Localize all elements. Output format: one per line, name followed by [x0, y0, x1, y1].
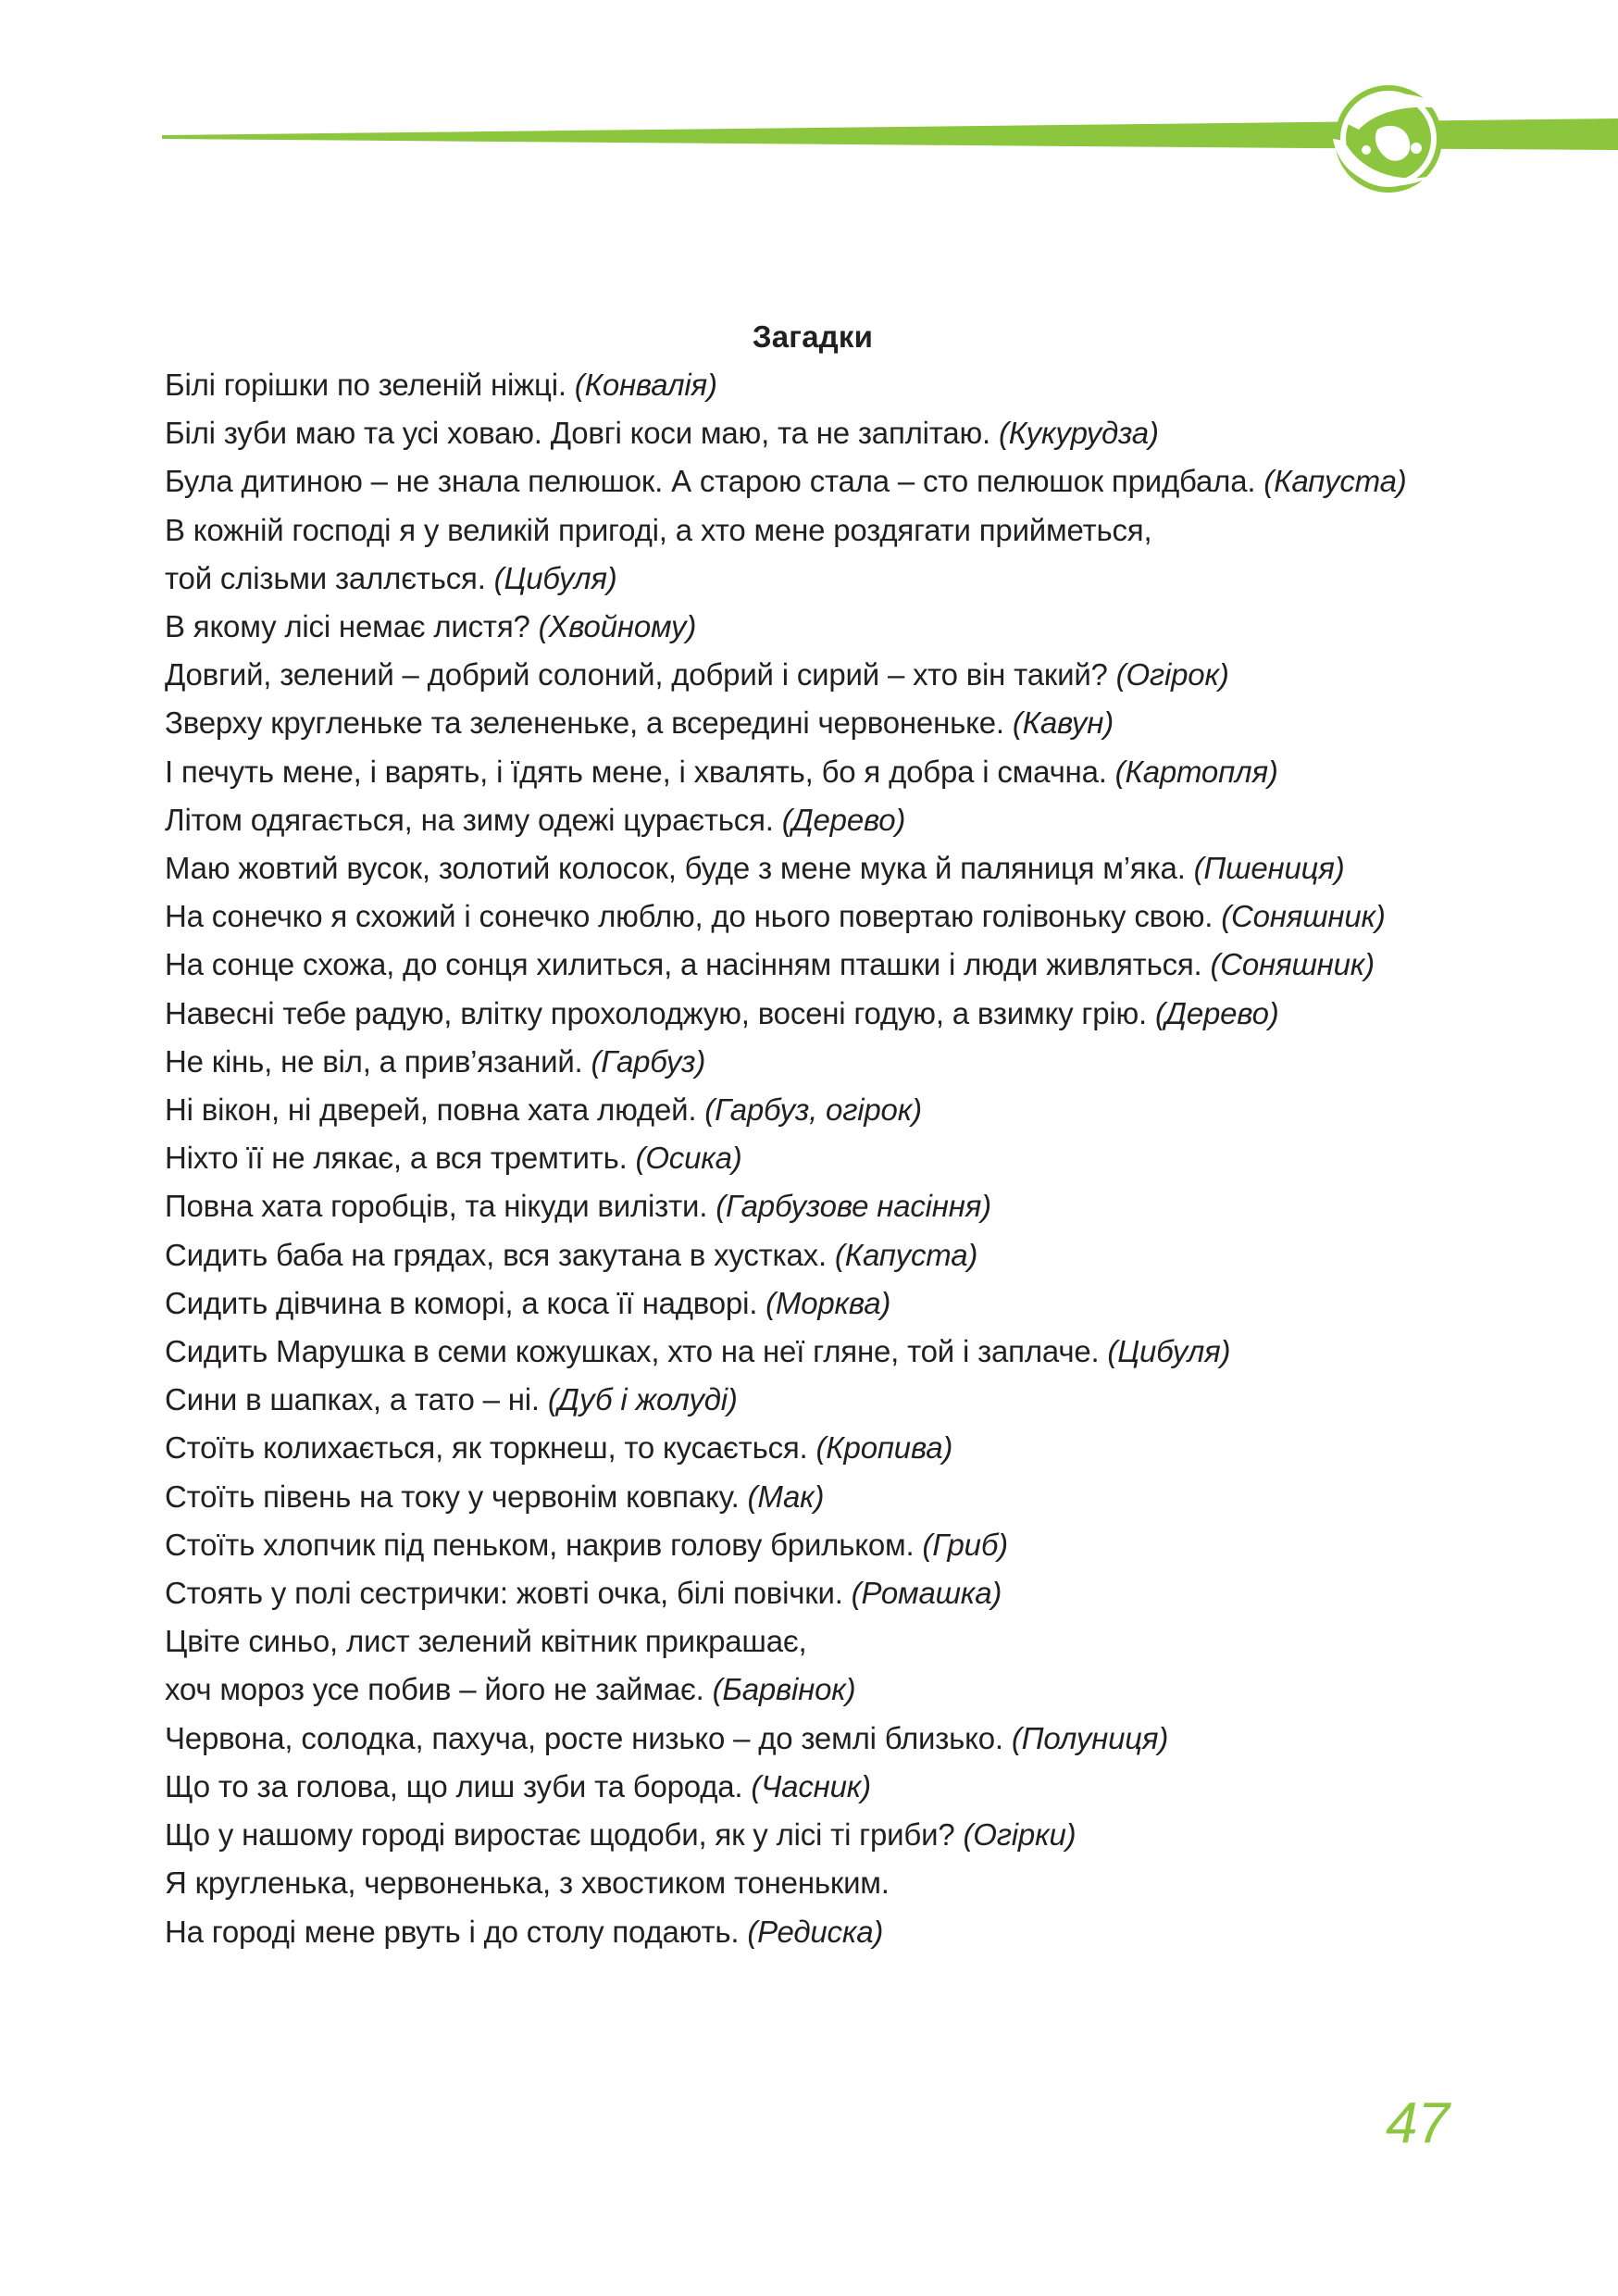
riddle-line	[165, 1617, 1479, 1666]
riddles-section	[165, 313, 1479, 1956]
riddle-answer: (Гарбуз, огірок)	[704, 1092, 922, 1128]
riddle-text: На сонце схожа, до сонця хилиться, а насінням пташки і люди живляться.	[165, 947, 1202, 982]
riddle-answer: (Полуниця)	[1011, 1720, 1169, 1755]
section-title: Загадки	[752, 319, 874, 354]
riddle-line	[165, 1763, 1479, 1811]
riddle-list	[165, 361, 1479, 1956]
riddle-answer: (Огірок)	[1115, 657, 1229, 693]
riddle-answer: (Ромашка)	[851, 1576, 1002, 1611]
riddle-line	[165, 1666, 1479, 1714]
page-number: 47	[1386, 2091, 1450, 2155]
riddle-line	[165, 990, 1479, 1038]
riddle-line	[165, 555, 1479, 603]
riddle-line	[165, 1328, 1479, 1376]
riddle-text: Червона, солодка, пахуча, росте низько – до землі близько.	[165, 1720, 1003, 1755]
riddle-line	[165, 748, 1479, 796]
riddle-line	[165, 603, 1479, 651]
riddle-line	[165, 1473, 1479, 1521]
riddle-line	[165, 1859, 1479, 1907]
riddle-line	[165, 506, 1479, 555]
header-decoration	[0, 0, 1618, 222]
riddle-line	[165, 361, 1479, 409]
riddle-text: Стоять у полі сестрички: жовті очка, білі повічки.	[165, 1576, 843, 1611]
riddle-line	[165, 1231, 1479, 1279]
riddle-answer: (Конвалія)	[574, 368, 717, 402]
riddle-answer: (Соняшник)	[1210, 947, 1375, 982]
riddle-answer: (Гриб)	[922, 1527, 1008, 1562]
riddle-text: Білі горішки по зеленій ніжці.	[165, 368, 566, 402]
riddle-text: Що то за голова, що лиш зуби та борода.	[165, 1768, 743, 1803]
riddle-answer: (Хвойному)	[538, 609, 697, 644]
riddle-text: хоч мороз усе побив – його не займає.	[165, 1672, 704, 1707]
riddle-text: Не кінь, не віл, а прив’язаний.	[165, 1043, 583, 1079]
riddle-line	[165, 892, 1479, 941]
riddle-text: Стоїть хлопчик під пеньком, накрив голову брильком.	[165, 1527, 915, 1562]
riddle-line	[165, 1182, 1479, 1230]
riddle-answer: (Капуста)	[1263, 464, 1407, 499]
riddle-text: Зверху кругленьке та зелененьке, а всередині червоненьке.	[165, 705, 1004, 741]
riddle-line	[165, 1134, 1479, 1182]
riddle-answer: (Картопля)	[1114, 754, 1278, 789]
riddle-text: Стоїть колихається, як торкнеш, то кусається.	[165, 1430, 808, 1466]
riddle-text: Довгий, зелений – добрий солоний, добрий і сирий – хто він такий?	[165, 657, 1108, 693]
riddle-answer: (Дерево)	[1155, 995, 1279, 1030]
riddle-line	[165, 1279, 1479, 1328]
riddle-answer: (Барвінок)	[712, 1672, 856, 1707]
riddle-answer: (Кавун)	[1012, 705, 1114, 741]
riddle-line	[165, 1521, 1479, 1569]
riddle-answer: (Редиска)	[747, 1914, 884, 1949]
riddle-text: На сонечко я схожий і сонечко люблю, до нього повертаю голівоньку свою.	[165, 899, 1214, 934]
riddle-text: Літом одягається, на зиму одежі цурається.	[165, 802, 774, 837]
riddle-line	[165, 409, 1479, 457]
riddle-text: Стоїть півень на току у червонім ковпаку.	[165, 1479, 740, 1514]
riddle-text: Цвіте синьо, лист зелений квітник прикрашає,	[165, 1624, 807, 1659]
riddle-text: Сидить Марушка в семи кожушках, хто на неї гляне, той і заплаче.	[165, 1334, 1100, 1369]
riddle-text: І печуть мене, і варять, і їдять мене, і хвалять, бо я добра і смачна.	[165, 754, 1107, 789]
riddle-line	[165, 1086, 1479, 1134]
riddle-answer: (Часник)	[751, 1768, 871, 1803]
riddle-line	[165, 1038, 1479, 1086]
riddle-text: Що у нашому городі виростає щодоби, як у лісі ті гриби?	[165, 1817, 955, 1853]
riddle-answer: (Кукурудза)	[998, 416, 1159, 451]
riddle-text: Повна хата горобців, та нікуди вилізти.	[165, 1189, 708, 1224]
riddle-answer: (Пшениця)	[1193, 851, 1345, 886]
riddle-text: Я кругленька, червоненька, з хвостиком тоненьким.	[165, 1866, 890, 1901]
riddle-answer: (Гарбуз)	[591, 1043, 706, 1079]
header-stripe	[162, 122, 1305, 148]
riddle-text: Білі зуби маю та усі ховаю. Довгі коси маю, та не заплітаю.	[165, 416, 991, 451]
riddle-line	[165, 1908, 1479, 1956]
riddle-line	[165, 844, 1479, 892]
riddle-line	[165, 457, 1479, 505]
riddle-line	[165, 1715, 1479, 1763]
riddle-answer: (Капуста)	[834, 1237, 978, 1272]
riddle-line	[165, 1376, 1479, 1424]
riddle-answer: (Осика)	[635, 1141, 742, 1176]
riddle-line	[165, 941, 1479, 989]
riddle-answer: (Кропива)	[815, 1430, 953, 1466]
riddle-answer: (Дуб і жолуді)	[547, 1382, 738, 1417]
riddle-text: В кожній господі я у великій пригоді, а хто мене роздягати прийметься,	[165, 512, 1152, 547]
leaf-globe-hands-icon	[1333, 85, 1442, 193]
riddle-text: Ніхто її не лякає, а вся тремтить.	[165, 1141, 628, 1176]
riddle-text: Була дитиною – не знала пелюшок. А старою стала – сто пелюшок придбала.	[165, 464, 1256, 499]
riddle-text: Сидить дівчина в коморі, а коса її надворі.	[165, 1285, 758, 1320]
riddle-answer: (Дерево)	[781, 802, 906, 837]
riddle-text: Ні вікон, ні дверей, повна хата людей.	[165, 1092, 697, 1128]
riddle-answer: (Цибуля)	[493, 560, 617, 595]
riddle-line	[165, 1811, 1479, 1859]
riddle-line	[165, 796, 1479, 844]
riddle-answer: (Огірки)	[963, 1817, 1077, 1853]
riddle-answer: (Гарбузове насіння)	[716, 1189, 991, 1224]
riddle-answer: (Соняшник)	[1221, 899, 1386, 934]
riddle-answer: (Морква)	[765, 1285, 891, 1320]
riddle-line	[165, 651, 1479, 699]
riddle-text: Сидить баба на грядах, вся закутана в хустках.	[165, 1237, 827, 1272]
riddle-answer: (Цибуля)	[1107, 1334, 1231, 1369]
riddle-text: На городі мене рвуть і до столу подають.	[165, 1914, 740, 1949]
riddle-text: Маю жовтий вусок, золотий колосок, буде з мене мука й паляниця м’яка.	[165, 851, 1186, 886]
riddle-text: Сини в шапках, а тато – ні.	[165, 1382, 540, 1417]
riddle-line	[165, 1569, 1479, 1617]
riddle-answer: (Мак)	[747, 1479, 825, 1514]
riddle-text: Навесні тебе радую, влітку прохолоджую, восені годую, а взимку грію.	[165, 995, 1148, 1030]
riddle-line	[165, 1424, 1479, 1472]
header-band	[0, 0, 1618, 222]
riddle-text: В якому лісі немає листя?	[165, 609, 530, 644]
riddle-text: той слізьми заллється.	[165, 560, 486, 595]
riddle-line	[165, 699, 1479, 747]
